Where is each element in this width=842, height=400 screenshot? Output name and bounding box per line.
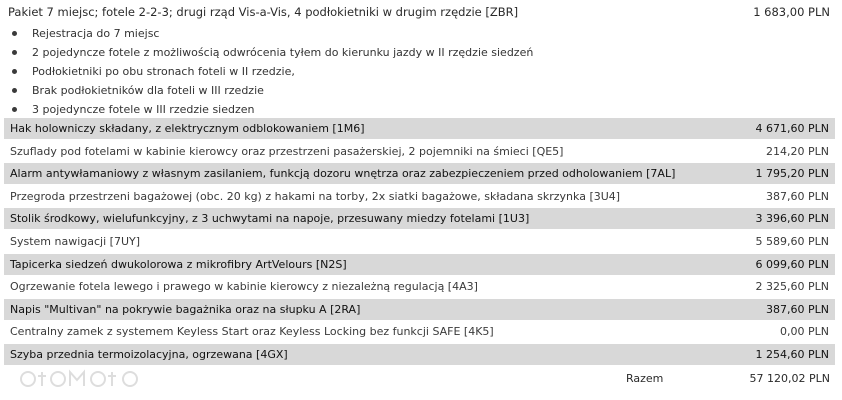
package-header (8, 2, 830, 22)
option-price: 1 254,60 PLN (755, 347, 829, 361)
option-price: 5 589,60 PLN (755, 234, 829, 248)
option-label: Ogrzewanie fotela lewego i prawego w kabinie kierowcy z niezależną regulacją [4A3] (10, 280, 478, 294)
option-label: Przegroda przestrzeni bagażowej (obc. 20 kg) z hakami na torby, 2x siatki bagażowe, składana skrzynka [3U4] (10, 189, 621, 203)
total-label: Razem (626, 372, 664, 385)
total-price: 57 120,02 PLN (749, 372, 830, 385)
bullet-icon (12, 69, 17, 74)
option-row (4, 208, 835, 229)
bullet-text: Rejestracja do 7 miejsc (32, 27, 160, 40)
option-price: 387,60 PLN (766, 302, 829, 316)
bullet-text: 2 pojedyncze fotele z możliwością odwrócenia tyłem do kierunku jazdy w II rzędzie siedzeń (32, 46, 534, 59)
bullet-icon (12, 107, 17, 112)
option-label: Centralny zamek z systemem Keyless Start oraz Keyless Locking bez funkcji SAFE [4K5] (10, 325, 494, 339)
option-row (4, 118, 835, 139)
option-row (4, 163, 835, 184)
option-row (4, 186, 835, 207)
bullet-item (12, 100, 533, 119)
bullet-item (12, 43, 533, 62)
option-row (4, 321, 835, 342)
option-price: 4 671,60 PLN (755, 122, 829, 135)
option-price: 387,60 PLN (766, 189, 829, 203)
package-price: 1 683,00 PLN (753, 5, 830, 19)
option-label: System nawigacji [7UY] (10, 234, 141, 248)
package-bullet-list (12, 24, 533, 119)
bullet-icon (12, 88, 17, 93)
option-row (4, 276, 835, 297)
bullet-icon (12, 50, 17, 55)
option-label: Szyba przednia termoizolacyjna, ogrzewana [4GX] (10, 347, 288, 361)
option-row (4, 299, 835, 320)
option-price: 2 325,60 PLN (755, 280, 829, 294)
option-label: Tapicerka siedzeń dwukolorowa z mikrofibry ArtVelours [N2S] (10, 257, 347, 271)
bullet-item (12, 81, 533, 100)
option-row (4, 231, 835, 252)
watermark-logo-icon (18, 367, 148, 391)
option-label: Hak holowniczy składany, z elektrycznym odblokowaniem [1M6] (10, 122, 365, 135)
bullet-item (12, 62, 533, 81)
option-price: 1 795,20 PLN (755, 167, 829, 181)
option-label: Szuflady pod fotelami w kabinie kierowcy oraz przestrzeni pasażerskiej, 2 pojemniki na śmieci [QE5] (10, 144, 564, 158)
option-row (4, 141, 835, 162)
option-label: Napis "Multivan" na pokrywie bagażnika oraz na słupku A [2RA] (10, 302, 361, 316)
option-label: Alarm antywłamaniowy z własnym zasilaniem, funkcją dozoru wnętrza oraz zabezpieczeniem przed odholowaniem [7AL] (10, 167, 676, 181)
options-table (4, 118, 835, 367)
option-row (4, 344, 835, 365)
option-price: 214,20 PLN (766, 144, 829, 158)
bullet-item (12, 24, 533, 43)
bullet-text: Podłokietniki po obu stronach foteli w II rzedzie, (32, 65, 295, 78)
package-label: Pakiet 7 miejsc; fotele 2-2-3; drugi rząd Vis-a-Vis, 4 podłokietniki w drugim rzędzie [ZBR] (8, 5, 519, 19)
option-row (4, 254, 835, 275)
option-label: Stolik środkowy, wielufunkcyjny, z 3 uchwytami na napoje, przesuwany miedzy fotelami [1U3] (10, 212, 530, 226)
option-price: 3 396,60 PLN (755, 212, 829, 226)
bullet-text: Brak podłokietników dla foteli w III rzedzie (32, 84, 264, 97)
total-row (600, 370, 830, 388)
option-price: 6 099,60 PLN (755, 257, 829, 271)
bullet-icon (12, 31, 17, 36)
option-price: 0,00 PLN (780, 325, 829, 339)
bullet-text: 3 pojedyncze fotele w III rzedzie siedzen (32, 103, 255, 116)
